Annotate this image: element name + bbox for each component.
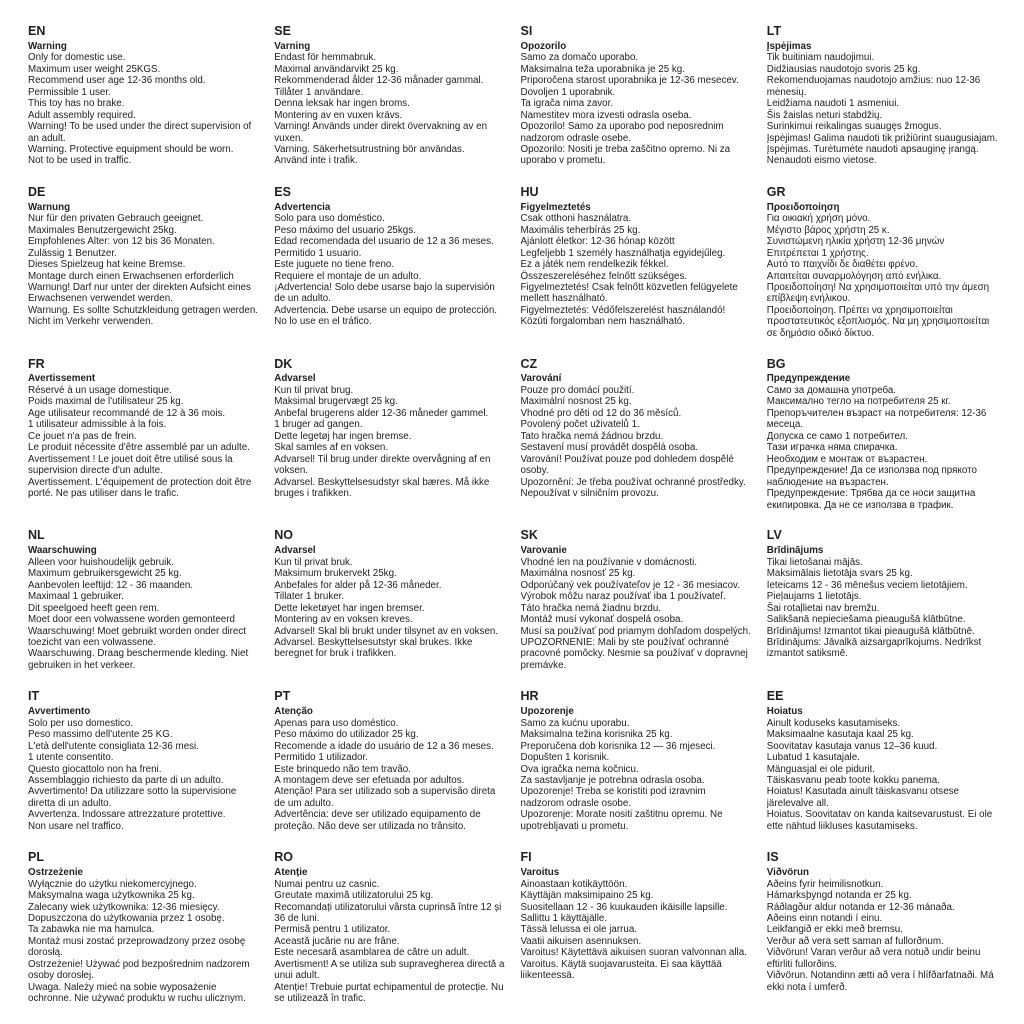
warning-title: Advarsel [274, 545, 316, 557]
warning-line: Výrobok môžu naraz používať iba 1 používateľ. [520, 591, 726, 603]
warning-title: Hoiatus [766, 705, 803, 717]
warning-line: Requiere el montaje de un adulto. [274, 270, 422, 282]
warning-line: Réservé à un usage domestique. [28, 385, 172, 397]
warning-line: Varning! Används under direkt övervakning av en vuxen. [274, 121, 488, 144]
warning-line: Edad recomendada del usuario de 12 a 36 meses. [274, 236, 494, 248]
warning-line: L'età dell'utente consigliata 12-36 mesi. [28, 740, 199, 752]
warning-line: Poids maximal de l'utilisateur 25 kg. [28, 396, 184, 408]
language-code: SE [274, 24, 291, 38]
warning-line: Επιτρέπεται 1 χρήστης. [766, 247, 869, 259]
warning-line: Ta igrača nima zavor. [520, 98, 614, 110]
warning-line: Hámarksþyngd notanda er 25 kg. [766, 890, 912, 902]
warning-line: Greutate maximă utilizatorului 25 kg. [274, 890, 434, 902]
warning-line: Maximal användarvikt 25 kg. [274, 63, 399, 75]
warning-line: Viðvörun. Notandinn ætti að vera í hlífðarfatnaði. Má ekki nota í umferð. [766, 970, 994, 993]
language-code: DK [274, 356, 293, 371]
lang-section-lv [767, 528, 998, 659]
warning-line: Moet door een volwassene worden gemonteerd [28, 614, 235, 626]
warning-line: Skal samles af en voksen. [274, 442, 389, 454]
warning-line: Käyttäjän maksimipaino 25 kg. [520, 890, 654, 902]
warning-line: Not to be used in traffic. [28, 155, 132, 167]
warning-line: Įspėjimas! Galima naudoti tik prižiūrint suaugusiajam. [766, 132, 998, 144]
warning-line: Soovitatav kasutaja vanus 12–36 kuud. [766, 740, 938, 752]
warning-title: Atenție [274, 866, 308, 878]
lang-section-es [274, 185, 505, 328]
warning-line: Максимално тегло на потребителя 25 кг. [766, 396, 951, 408]
warning-line: Apenas para uso doméstico. [274, 717, 399, 729]
warning-line: Montering av en vuxen krävs. [274, 109, 403, 121]
warning-line: Leikfangið er ekki með bremsu. [766, 924, 903, 936]
warning-line: Tässä lelussa ei ole jarrua. [520, 924, 638, 936]
warning-title: Varování [520, 373, 562, 385]
warning-line: A montagem deve ser efetuada por adultos. [274, 774, 465, 786]
warning-line: Dieses Spielzeug hat keine Bremse. [28, 259, 186, 271]
warning-line: Montaż musi zostać przeprowadzony przez osobę dorosłą. [28, 935, 246, 959]
warning-line: Advertencia. Debe usarse un equipo de protección. No lo use en el tráfico. [274, 304, 498, 328]
warning-line: Ova igračka nema kočnicu. [520, 763, 639, 775]
warning-line: Közúti forgalomban nem használható. [520, 316, 685, 328]
language-code: DE [28, 184, 46, 199]
warning-line: Maximális teherbírás 25 kg. [520, 224, 641, 236]
warning-title: Avvertimento [28, 705, 91, 717]
warning-line: Tikai lietošanai mājās. [766, 556, 863, 568]
warning-line: Sallittu 1 käyttäjälle. [520, 912, 608, 924]
language-code: NO [274, 528, 293, 543]
warning-line: Šis žaislas neturi stabdžių. [766, 109, 883, 121]
warning-line: Varování! Používat pouze pod dohledem dospělé osoby. [520, 453, 734, 477]
warning-line: Dopuszczona do użytkowania przez 1 osobę. [28, 912, 225, 924]
warning-line: Musí sa používať pod priamym dohľadom dospelých. [520, 625, 751, 637]
lang-section-fr [28, 357, 259, 500]
warning-line: Varoitus! Käytettävä aikuisen suoran valvonnan alla. [520, 947, 747, 959]
warning-line: Este juguete no tiene freno. [274, 259, 395, 271]
warning-line: Numai pentru uz casnic. [274, 878, 380, 890]
warning-line: Maximum gebruikersgewicht 25 kg. [28, 568, 182, 580]
warning-line: Salikšanā nepieciešama pieaugušā klātbūtne. [766, 614, 966, 626]
lang-section-pt [274, 689, 505, 832]
warning-line: Предупреждение: Трябва да се носи защитна екипировка. Да не се използва в трафик. [766, 488, 976, 511]
lang-section-se [274, 24, 505, 167]
warning-line: Avertissement ! Le jouet doit être utilisé sous la supervision directe d'un adulte. [28, 453, 233, 477]
warning-line: Brīdinājums! Izmantot tikai pieaugušā klātbūtnē. [766, 625, 975, 637]
lang-section-dk [274, 357, 505, 500]
warning-line: Hoiatus. Soovitatav on kanda kaitsevarustust. Ei ole ette nähtud liikluses kasutamiseks. [766, 809, 993, 832]
warning-line: Peso massimo dell'utente 25 KG. [28, 729, 173, 741]
warning-title: Varning [274, 40, 311, 52]
language-code: CZ [520, 356, 538, 371]
warning-line: Για οικιακή χρήση μόνο. [766, 213, 871, 225]
warning-title: Advertencia [274, 201, 331, 213]
warning-line: Kun til privat brug. [274, 385, 354, 397]
language-code: ES [274, 184, 291, 199]
lang-section-pl [28, 850, 259, 1004]
warning-title: Figyelmeztetés [520, 201, 591, 213]
warning-line: Advertência: deve ser utilizado equipamento de proteção. Não deve ser utilizada no trânsito. [274, 809, 481, 832]
warning-line: Warnung! Darf nur unter der direkten Aufsicht eines Erwachsenen verwendet werden. [28, 282, 251, 305]
warning-title: Προειδοποίηση [766, 201, 840, 213]
warning-line: Didžiausias naudotojo svoris 25 kg. [766, 63, 921, 75]
warning-line: Permitido 1 usuario. [274, 247, 362, 259]
warning-line: Vaatii aikuisen asennuksen. [520, 935, 642, 947]
warning-line: Dette leketøyet har ingen bremser. [274, 602, 425, 614]
warning-line: Mänguasjal ei ole pidurit. [766, 763, 876, 775]
warning-line: Avertisment! A se utiliza sub supravegherea directă a unui adult. [274, 958, 505, 982]
warning-line: Lubatud 1 kasutajale. [766, 752, 860, 764]
warning-line: Ez a játék nem rendelkezik fékkel. [520, 259, 669, 271]
lang-section-sk [521, 528, 752, 671]
warning-line: Preporučena dob korisnika 12 — 36 mjeseci. [520, 740, 716, 752]
language-code: HR [520, 689, 539, 704]
warning-line: Šai rotaļlietai nav bremžu. [766, 602, 880, 614]
warning-title: Upozorenje [520, 705, 574, 717]
lang-section-ee [767, 689, 998, 832]
warning-line: Använd inte i trafik. [274, 155, 358, 167]
language-code: LT [766, 24, 782, 38]
warning-line: Samo za kućnu uporabu. [520, 717, 630, 729]
warning-line: Tillater 1 bruker. [274, 591, 345, 603]
warning-line: Questo giocattolo non ha freni. [28, 763, 162, 775]
warning-line: Ajánlott életkor: 12-36 hónap között [520, 236, 675, 248]
warning-line: Warning. Protective equipment should be worn. [28, 144, 234, 155]
warning-line: Permitido 1 utilizador. [274, 752, 368, 764]
warning-line: Uwaga. Należy mieć na sobie wyposażenie ochronne. Nie używać produktu w ruchu ulicznym. [28, 981, 246, 1005]
warning-line: Допуска се само 1 потребител. [766, 430, 908, 442]
lang-section-hr [521, 689, 752, 832]
warning-line: Figyelmeztetés: Védőfelszerelést használandó! [520, 304, 726, 316]
warning-line: Maximální nosnost 25 kg. [520, 396, 632, 408]
warning-line: Ta zabawka nie ma hamulca. [28, 924, 155, 936]
warning-line: Montering av en voksen kreves. [274, 614, 413, 626]
warning-line: Avvertimento! Da utilizzare sotto la supervisione diretta di un adulto. [28, 786, 237, 809]
warning-line: Permissible 1 user. [28, 86, 111, 98]
language-code: HU [520, 184, 539, 199]
warning-line: Ostrzeżenie! Używać pod bezpośrednim nadzorem osoby dorosłej. [28, 958, 250, 982]
warning-title: Įspėjimas [766, 40, 812, 52]
language-code: FI [520, 850, 532, 865]
warning-line: Este necesară asamblarea de către un adult. [274, 947, 470, 959]
warning-line: Ce jouet n'a pas de frein. [28, 430, 137, 442]
warning-line: Aanbevolen leeftijd: 12 - 36 maanden. [28, 579, 194, 591]
lang-section-ro [274, 850, 505, 1004]
warning-line: Įspėjimas. Turėtumėte naudoti apsauginę įrangą. Nenaudoti eismo vietose. [766, 144, 979, 167]
warning-line: Maksimum brukervekt 25kg. [274, 568, 397, 580]
language-code: RO [274, 850, 293, 865]
lang-section-cz [521, 357, 752, 500]
warning-line: Verður að vera sett saman af fullorðnum. [766, 935, 944, 947]
warning-line: Montáž musí vykonať dospelá osoba. [520, 614, 684, 626]
language-code: FR [28, 356, 45, 371]
warning-line: Samo za domačo uporabo. [520, 52, 639, 64]
warning-line: Összeszereléséhez felnőtt szükséges. [520, 270, 688, 282]
warning-line: Προειδοποίηση! Να χρησιμοποιείται υπό την άμεση επίβλεψη ενήλικου. [766, 282, 990, 305]
warning-line: Această jucărie nu are frâne. [274, 935, 400, 947]
warning-line: Varoitus. Käytä suojavarusteita. Ei saa käyttää liikenteessä. [520, 958, 722, 982]
warning-line: Upozornění: Je třeba používat ochranné prostředky. Nepoužívat v silničním provozu. [520, 476, 746, 500]
warning-line: Ainult koduseks kasutamiseks. [766, 717, 901, 729]
warning-line: Figyelmeztetés! Csak felnőtt közvetlen felügyelete mellett használható. [520, 282, 738, 305]
warning-line: Csak otthoni használatra. [520, 213, 632, 225]
warning-line: Maksymalna waga użytkownika 25 kg. [28, 890, 195, 902]
language-code: BG [766, 356, 786, 371]
warning-line: Препоръчителен възраст на потребителя: 12-36 месеца. [766, 407, 987, 431]
warning-line: Μέγιστο βάρος χρήστη 25 κ. [766, 224, 890, 236]
lang-section-nl [28, 528, 259, 671]
warning-line: 1 utente consentito. [28, 752, 114, 764]
warning-line: Zulässig 1 Benutzer. [28, 247, 117, 259]
language-code: EE [766, 689, 784, 704]
warning-line: Sestavení musí provádět dospělá osoba. [520, 442, 699, 454]
warning-line: Za sastavljanje je potrebna odrasla osoba. [520, 774, 705, 786]
lang-section-hu [521, 185, 752, 328]
warning-line: Advarsel! Til brug under direkte overvågning af en voksen. [274, 453, 491, 477]
warning-line: Tik buitiniam naudojimui. [766, 52, 875, 64]
warning-title: Advarsel [274, 373, 316, 385]
warning-line: Maximálna nosnosť 25 kg. [520, 568, 636, 580]
warning-line: Kun til privat bruk. [274, 556, 353, 568]
warning-line: Táto hračka nemá žiadnu brzdu. [520, 602, 662, 614]
lang-section-bg [767, 357, 998, 511]
warning-title: Avertissement [28, 373, 96, 385]
warning-line: Maksimālais lietotāja svars 25 kg. [766, 568, 913, 580]
language-code: PT [274, 689, 291, 704]
warning-line: Recomandați utilizatorului vârsta cuprinsă între 12 și 36 de luni. [274, 901, 502, 924]
warning-line: Ráðlagður aldur notanda er 12-36 mánaða. [766, 901, 955, 913]
warning-line: Maximum user weight 25KGS. [28, 63, 161, 75]
warning-line: Maximales Benutzergewicht 25kg. [28, 224, 177, 236]
warning-line: Suositellaan 12 - 36 kuukauden ikäisille lapsille. [520, 901, 728, 913]
warning-line: Waarschuwing. Draag beschermende kleding. Niet gebruiken in het verkeer. [28, 648, 249, 671]
warning-line: Αυτό το παιχνίδι δε διαθέτει φρένο. [766, 259, 918, 271]
warning-line: Surinkimui reikalingas suaugęs žmogus. [766, 121, 942, 133]
warning-line: Este brinquedo não tem travão. [274, 763, 411, 775]
warning-line: Συνιστώμενη ηλικία χρήστη 12-36 μηνών [766, 236, 945, 248]
warning-title: Atenção [274, 705, 313, 717]
lang-section-si [521, 24, 752, 167]
language-code: PL [28, 850, 44, 865]
warning-line: Only for domestic use. [28, 52, 126, 64]
warning-line: Leidžiama naudoti 1 asmeniui. [766, 98, 900, 110]
warning-line: Προειδοποίηση. Πρέπει να χρησιμοποιείται προστατευτικός εξοπλισμός. Να μη χρησιμοποιείται σε δημόσιο οδικό δίκτυο. [766, 304, 990, 339]
warning-line: Rekomenduojamas naudotojo amžius: nuo 12-36 mėnesių. [766, 75, 981, 98]
warning-line: Hoiatus! Kasutada ainult täiskasvanu otsese järelevalve all. [766, 786, 959, 809]
warning-line: 1 bruger ad gangen. [274, 419, 363, 431]
warning-title: Warnung [28, 201, 71, 213]
warning-line: Pouze pro domácí použití. [520, 385, 635, 397]
lang-section-gr [767, 185, 998, 339]
warning-line: Nur für den privaten Gebrauch geeignet. [28, 213, 204, 225]
warning-line: Legfeljebb 1 személy használhatja egyidejűleg. [520, 247, 726, 259]
language-code: NL [28, 528, 45, 543]
warning-line: Dette legetøj har ingen bremse. [274, 430, 412, 442]
warning-line: Tillåter 1 användare. [274, 86, 364, 98]
warning-title: Brīdinājums [766, 545, 824, 557]
warning-line: Viðvörun! Varan verður að vera notuð undir beinu eftirliti fullorðins. [766, 947, 981, 970]
warning-line: Non usare nel traffico. [28, 820, 124, 832]
warning-line: Warning! To be used under the direct supervision of an adult. [28, 121, 252, 144]
warning-line: Age utilisateur recommandé de 12 à 36 mois. [28, 407, 226, 419]
warning-line: Recomende a idade do usuário de 12 a 36 meses. [274, 740, 494, 752]
warning-title: Varovanie [520, 545, 567, 557]
warning-line: Maksimaalne kasutaja kaal 25 kg. [766, 729, 914, 741]
warning-line: Pieļaujams 1 lietotājs. [766, 591, 862, 603]
warning-line: Denna leksak har ingen broms. [274, 98, 410, 110]
warning-line: Wyłącznie do użytku niekomercyjnego. [28, 878, 197, 890]
warning-line: Brīdinājums: Jāvalkā aizsargaprīkojums. Nedrīkst izmantot satiksmē. [766, 636, 982, 660]
warning-line: Opozorilo! Samo za uporabo pod neposrednim nadzorom odrasle osebe. [520, 121, 724, 144]
warning-line: Upozorenje: Morate nositi zaštitnu opremu. Ne upotrebljavati u prometu. [520, 809, 723, 832]
language-code: LV [766, 528, 782, 543]
warning-line: Empfohlenes Alter: von 12 bis 36 Monaten. [28, 236, 215, 248]
warning-line: Необходим е монтаж от възрастен. [766, 453, 928, 465]
warning-line: Permisă pentru 1 utilizator. [274, 924, 391, 936]
language-code: EN [28, 24, 46, 38]
warning-title: Opozorilo [520, 40, 567, 52]
language-code: IS [766, 850, 779, 865]
warning-line: Maximaal 1 gebruiker. [28, 591, 124, 603]
warning-line: Tato hračka nemá žádnou brzdu. [520, 430, 664, 442]
warning-line: Assemblaggio richiesto da parte di un adulto. [28, 774, 224, 786]
warning-line: Anbefal brugerens alder 12-36 måneder gammel. [274, 407, 489, 419]
warning-line: Maksimalna teža uporabnika je 25 kg. [520, 63, 685, 75]
warning-line: Täiskasvanu peab toote kokku panema. [766, 774, 940, 786]
warning-line: Απαιτείται συναρμολόγηση από ενήλικα. [766, 270, 942, 282]
warning-line: Само за домашна употреба. [766, 385, 897, 397]
warning-line: Advarsel! Skal bli brukt under tilsynet av en voksen. [274, 625, 499, 637]
warning-line: Recommend user age 12-36 months old. [28, 75, 206, 87]
warning-line: Dovoljen 1 uporabnik. [520, 86, 616, 98]
warning-line: Peso máximo del usuario 25kgs. [274, 224, 416, 236]
warning-line: Предупреждение! Да се използва под прякото наблюдение на възрастен. [766, 465, 977, 488]
warning-line: Dit speelgoed heeft geen rem. [28, 602, 160, 614]
warning-line: Montage durch einen Erwachsenen erforderlich [28, 270, 234, 282]
warning-line: Тази играчка няма спирачка. [766, 442, 898, 454]
lang-section-en [28, 24, 259, 167]
warning-line: Avertissement. L'équipement de protection doit être porté. Ne pas utiliser dans le trafic. [28, 476, 252, 500]
warning-line: This toy has no brake. [28, 98, 125, 110]
warning-line: Varning. Säkerhetsutrustning bör användas. [274, 144, 465, 155]
warning-title: Viðvörun [766, 866, 810, 878]
language-code: SK [520, 528, 538, 543]
warning-line: Warnung. Es sollte Schutzkleidung getragen werden. Nicht im Verkehr verwenden. [28, 304, 258, 328]
warning-line: Atenție! Trebuie purtat echipamentul de protecție. Nu se utilizează în trafic. [274, 981, 504, 1005]
warning-line: Aðeins einn notandi í einu. [766, 912, 883, 924]
warning-line: Anbefales for alder på 12-36 måneder. [274, 579, 442, 591]
warning-line: ¡Advertencia! Solo debe usarse bajo la supervisión de un adulto. [274, 282, 495, 305]
warning-line: Priporočena starost uporabnika je 12-36 mesecev. [520, 75, 739, 87]
warning-line: Dopušten 1 korisnik. [520, 752, 610, 764]
warning-line: Avvertenza. Indossare attrezzature protettive. [28, 809, 226, 821]
lang-section-is [767, 850, 998, 993]
warning-line: Maksimalna težina korisnika 25 kg. [520, 729, 673, 741]
warning-title: Ostrzeżenie [28, 866, 83, 878]
warning-line: Atenção! Para ser utilizado sob a supervisão direta de um adulto. [274, 786, 496, 809]
warning-title: Varoitus [520, 866, 560, 878]
warning-line: Endast för hemmabruk. [274, 52, 377, 64]
warning-line: Zalecany wiek użytkownika: 12-36 miesięcy. [28, 901, 220, 913]
warning-line: Solo para uso doméstico. [274, 213, 385, 225]
warning-line: Namestitev mora izvesti odrasla oseba. [520, 109, 692, 121]
warning-line: Le produit nécessite d'être assemblé par un adulte. [28, 442, 250, 454]
warning-line: Rekommenderad ålder 12-36 månader gammal. [274, 75, 484, 87]
warning-title: Warning [28, 40, 67, 52]
lang-section-lt [767, 24, 998, 167]
lang-section-de [28, 185, 259, 328]
warning-line: Advarsel. Beskyttelsesudstyr skal bæres. Må ikke bruges i trafikken. [274, 476, 490, 500]
warning-line: Maksimal brugervægt 25 kg. [274, 396, 398, 408]
warning-line: Solo per uso domestico. [28, 717, 134, 729]
warning-line: Adult assembly required. [28, 109, 136, 121]
warning-title: Waarschuwing [28, 545, 97, 557]
warning-line: Advarsel. Beskyttelsesutstyr skal brukes. Ikke beregnet for bruk i trafikken. [274, 636, 473, 660]
warning-title: Предупреждение [766, 373, 851, 385]
warning-line: Odporúčaný vek používateľov je 12 - 36 mesiacov. [520, 579, 740, 591]
warning-line: Povolený počet uživatelů 1. [520, 419, 640, 431]
warning-line: Peso máximo do utilizador 25 kg. [274, 729, 419, 741]
warning-line: Aðeins fyrir heimilisnotkun. [766, 878, 884, 890]
warning-line: Waarschuwing! Moet gebruikt worden onder direct toezicht van een volwassene. [28, 625, 246, 648]
warning-line: UPOZORNENIE: Mali by ste používať ochranné pracovné pomôcky. Nesmie sa používať v dopravnej premávke. [520, 636, 748, 671]
warning-line: Opozorilo: Nositi je treba zaščitno opremo. Ni za uporabo v prometu. [520, 144, 731, 167]
warning-line: Alleen voor huishoudelijk gebruik. [28, 556, 174, 568]
warning-line: Ieteicams 12 - 36 mēnešus veciem lietotājiem. [766, 579, 968, 591]
warning-line: Ainoastaan kotikäyttöön. [520, 878, 628, 890]
warning-line: Vhodné pro děti od 12 do 36 měsíců. [520, 407, 682, 419]
lang-section-fi [521, 850, 752, 981]
warning-line: 1 utilisateur admissible à la fois. [28, 419, 167, 431]
lang-section-no [274, 528, 505, 659]
language-code: IT [28, 689, 40, 704]
lang-section-it [28, 689, 259, 832]
language-code: GR [766, 184, 786, 199]
warning-line: Vhodné len na používanie v domácnosti. [520, 556, 697, 568]
language-code: SI [520, 24, 533, 38]
warning-line: Upozorenje! Treba se koristiti pod izravnim nadzorom odrasle osobe. [520, 786, 706, 809]
